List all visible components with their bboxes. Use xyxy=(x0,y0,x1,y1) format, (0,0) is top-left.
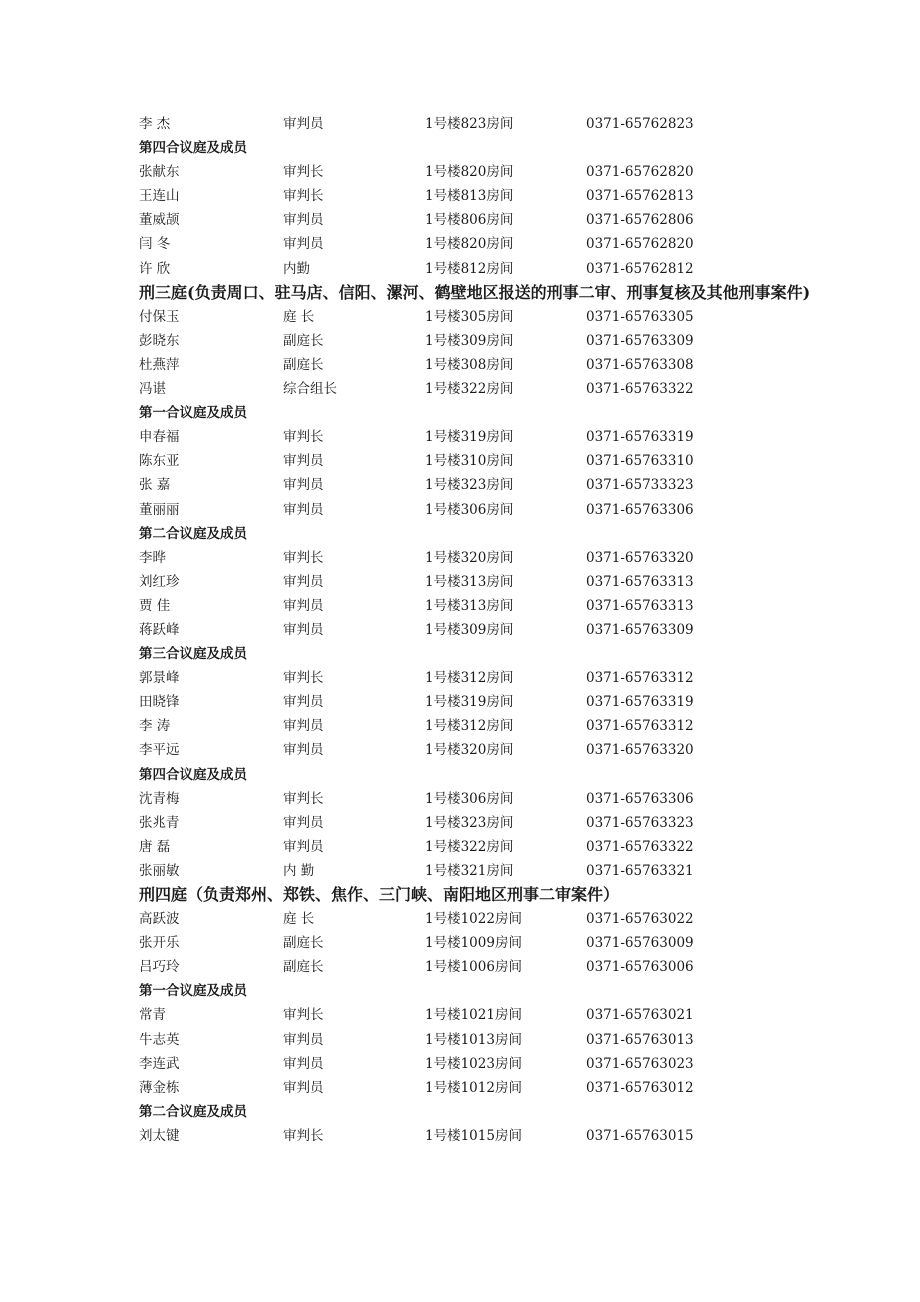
panel-heading: 第四合议庭及成员 xyxy=(139,140,247,157)
staff-row xyxy=(139,738,819,762)
staff-row xyxy=(139,498,819,522)
staff-phone: 0371-65763306 xyxy=(586,501,694,518)
staff-room: 1号楼321房间 xyxy=(425,862,514,879)
staff-name: 张开乐 xyxy=(139,935,180,952)
staff-room: 1号楼1022房间 xyxy=(425,911,522,928)
staff-row xyxy=(139,931,819,955)
staff-row xyxy=(139,425,819,449)
staff-room: 1号楼1023房间 xyxy=(425,1055,522,1072)
staff-phone: 0371-65763012 xyxy=(586,1079,694,1096)
staff-phone: 0371-65763015 xyxy=(586,1127,694,1144)
panel-heading: 第二合议庭及成员 xyxy=(139,525,247,542)
staff-room: 1号楼312房间 xyxy=(425,718,514,735)
staff-name: 陈东亚 xyxy=(139,453,180,470)
staff-name: 李平远 xyxy=(139,742,180,759)
staff-phone: 0371-65763023 xyxy=(586,1055,694,1072)
staff-room: 1号楼322房间 xyxy=(425,381,514,398)
division-heading: 刑三庭(负责周口、驻马店、信阳、漯河、鹤壁地区报送的刑事二审、刑事复核及其他刑事案件) xyxy=(139,282,811,302)
staff-title: 审判长 xyxy=(283,790,324,807)
staff-title: 审判员 xyxy=(283,501,324,518)
panel-heading: 第二合议庭及成员 xyxy=(139,1103,247,1120)
staff-title: 审判员 xyxy=(283,742,324,759)
staff-name: 沈青梅 xyxy=(139,790,180,807)
staff-title: 审判长 xyxy=(283,188,324,205)
staff-name: 闫 冬 xyxy=(139,236,171,253)
staff-room: 1号楼806房间 xyxy=(425,212,514,229)
staff-row xyxy=(139,907,819,931)
staff-title: 审判员 xyxy=(283,597,324,614)
staff-phone: 0371-65763305 xyxy=(586,308,694,325)
staff-room: 1号楼319房间 xyxy=(425,429,514,446)
staff-room: 1号楼305房间 xyxy=(425,308,514,325)
staff-room: 1号楼310房间 xyxy=(425,453,514,470)
staff-title: 副庭长 xyxy=(283,356,324,373)
staff-phone: 0371-65763022 xyxy=(586,911,694,928)
staff-row xyxy=(139,955,819,979)
panel-heading: 第一合议庭及成员 xyxy=(139,405,247,422)
staff-phone: 0371-65763320 xyxy=(586,742,694,759)
staff-phone: 0371-65763319 xyxy=(586,429,694,446)
staff-title: 审判员 xyxy=(283,621,324,638)
staff-row xyxy=(139,546,819,570)
staff-title: 审判员 xyxy=(283,1031,324,1048)
staff-room: 1号楼1006房间 xyxy=(425,959,522,976)
staff-row xyxy=(139,618,819,642)
staff-phone: 0371-65763312 xyxy=(586,670,694,687)
staff-room: 1号楼306房间 xyxy=(425,790,514,807)
staff-phone: 0371-65763319 xyxy=(586,694,694,711)
staff-room: 1号楼820房间 xyxy=(425,236,514,253)
staff-row xyxy=(139,112,819,136)
staff-row xyxy=(139,787,819,811)
staff-name: 李晔 xyxy=(139,549,166,566)
staff-name: 吕巧玲 xyxy=(139,959,180,976)
staff-row xyxy=(139,329,819,353)
staff-title: 庭 长 xyxy=(283,308,315,325)
staff-row xyxy=(139,714,819,738)
staff-title: 副庭长 xyxy=(283,959,324,976)
staff-title: 审判员 xyxy=(283,1079,324,1096)
staff-name: 郭景峰 xyxy=(139,670,180,687)
staff-name: 申春福 xyxy=(139,429,180,446)
staff-phone: 0371-65762820 xyxy=(586,236,694,253)
staff-title: 审判长 xyxy=(283,670,324,687)
staff-room: 1号楼309房间 xyxy=(425,621,514,638)
staff-row xyxy=(139,184,819,208)
staff-title: 副庭长 xyxy=(283,935,324,952)
staff-title: 内 勤 xyxy=(283,862,315,879)
staff-title: 审判员 xyxy=(283,477,324,494)
staff-row xyxy=(139,594,819,618)
staff-room: 1号楼823房间 xyxy=(425,116,514,132)
staff-phone: 0371-65763006 xyxy=(586,959,694,976)
staff-room: 1号楼820房间 xyxy=(425,164,514,181)
staff-row xyxy=(139,1076,819,1100)
staff-phone: 0371-65763323 xyxy=(586,814,694,831)
staff-room: 1号楼320房间 xyxy=(425,742,514,759)
staff-title: 审判长 xyxy=(283,549,324,566)
staff-room: 1号楼312房间 xyxy=(425,670,514,687)
staff-phone: 0371-65763021 xyxy=(586,1007,694,1024)
staff-row xyxy=(139,473,819,497)
staff-row xyxy=(139,449,819,473)
staff-room: 1号楼323房间 xyxy=(425,814,514,831)
staff-title: 审判员 xyxy=(283,573,324,590)
staff-room: 1号楼323房间 xyxy=(425,477,514,494)
staff-row xyxy=(139,859,819,883)
staff-title: 审判员 xyxy=(283,694,324,711)
court-directory xyxy=(139,112,819,1148)
staff-title: 审判员 xyxy=(283,814,324,831)
staff-name: 高跃波 xyxy=(139,911,180,928)
staff-name: 杜燕萍 xyxy=(139,356,180,373)
staff-row xyxy=(139,835,819,859)
staff-row xyxy=(139,811,819,835)
staff-room: 1号楼1012房间 xyxy=(425,1079,522,1096)
staff-name: 李 涛 xyxy=(139,718,171,735)
staff-row xyxy=(139,160,819,184)
staff-phone: 0371-65763321 xyxy=(586,862,694,879)
staff-name: 彭晓东 xyxy=(139,332,180,349)
staff-row xyxy=(139,1028,819,1052)
staff-phone: 0371-65762813 xyxy=(586,188,694,205)
staff-name: 董威颉 xyxy=(139,212,180,229)
staff-phone: 0371-65763320 xyxy=(586,549,694,566)
staff-row xyxy=(139,232,819,256)
staff-phone: 0371-65762806 xyxy=(586,212,694,229)
staff-name: 王连山 xyxy=(139,188,180,205)
staff-phone: 0371-65762812 xyxy=(586,260,694,277)
staff-phone: 0371-65763309 xyxy=(586,621,694,638)
staff-phone: 0371-65763313 xyxy=(586,573,694,590)
staff-phone: 0371-65763009 xyxy=(586,935,694,952)
staff-name: 唐 磊 xyxy=(139,838,171,855)
staff-room: 1号楼1021房间 xyxy=(425,1007,522,1024)
staff-row xyxy=(139,305,819,329)
staff-name: 张献东 xyxy=(139,164,180,181)
staff-title: 审判长 xyxy=(283,1127,324,1144)
staff-name: 付保玉 xyxy=(139,308,180,325)
staff-name: 张兆青 xyxy=(139,814,180,831)
staff-title: 庭 长 xyxy=(283,911,315,928)
staff-title: 审判长 xyxy=(283,164,324,181)
staff-title: 审判员 xyxy=(283,453,324,470)
staff-row xyxy=(139,208,819,232)
staff-name: 常青 xyxy=(139,1007,166,1024)
staff-name: 贾 佳 xyxy=(139,597,171,614)
staff-row xyxy=(139,570,819,594)
staff-name: 牛志英 xyxy=(139,1031,180,1048)
staff-phone: 0371-65763322 xyxy=(586,381,694,398)
staff-name: 冯谌 xyxy=(139,381,166,398)
staff-row xyxy=(139,666,819,690)
staff-title: 审判员 xyxy=(283,718,324,735)
staff-title: 审判长 xyxy=(283,1007,324,1024)
staff-name: 刘红珍 xyxy=(139,573,180,590)
division-heading: 刑四庭（负责郑州、郑铁、焦作、三门峡、南阳地区刑事二审案件） xyxy=(139,885,620,904)
staff-name: 薄金栋 xyxy=(139,1079,180,1096)
staff-phone: 0371-65733323 xyxy=(586,477,694,494)
staff-title: 审判长 xyxy=(283,429,324,446)
staff-name: 刘太键 xyxy=(139,1127,180,1144)
staff-title: 审判员 xyxy=(283,1055,324,1072)
panel-heading: 第四合议庭及成员 xyxy=(139,766,247,783)
staff-phone: 0371-65763313 xyxy=(586,597,694,614)
staff-row xyxy=(139,377,819,401)
staff-room: 1号楼308房间 xyxy=(425,356,514,373)
staff-row xyxy=(139,690,819,714)
staff-room: 1号楼1015房间 xyxy=(425,1127,522,1144)
staff-phone: 0371-65763013 xyxy=(586,1031,694,1048)
staff-phone: 0371-65763309 xyxy=(586,332,694,349)
staff-name: 李连武 xyxy=(139,1055,180,1072)
staff-phone: 0371-65763322 xyxy=(586,838,694,855)
staff-room: 1号楼319房间 xyxy=(425,694,514,711)
staff-room: 1号楼322房间 xyxy=(425,838,514,855)
staff-room: 1号楼813房间 xyxy=(425,188,514,205)
staff-name: 董丽丽 xyxy=(139,501,180,518)
staff-name: 张丽敏 xyxy=(139,862,180,879)
staff-title: 副庭长 xyxy=(283,332,324,349)
staff-room: 1号楼320房间 xyxy=(425,549,514,566)
staff-name: 田晓锋 xyxy=(139,694,180,711)
panel-heading: 第三合议庭及成员 xyxy=(139,646,247,663)
staff-name: 李 杰 xyxy=(139,116,171,132)
staff-name: 蒋跃峰 xyxy=(139,621,180,638)
staff-room: 1号楼1009房间 xyxy=(425,935,522,952)
staff-name: 许 欣 xyxy=(139,260,171,277)
staff-phone: 0371-65762820 xyxy=(586,164,694,181)
staff-row xyxy=(139,1003,819,1027)
staff-title: 审判员 xyxy=(283,838,324,855)
staff-room: 1号楼313房间 xyxy=(425,597,514,614)
staff-room: 1号楼306房间 xyxy=(425,501,514,518)
staff-phone: 0371-65763312 xyxy=(586,718,694,735)
staff-title: 审判员 xyxy=(283,236,324,253)
panel-heading: 第一合议庭及成员 xyxy=(139,983,247,1000)
staff-phone: 0371-65763310 xyxy=(586,453,694,470)
staff-phone: 0371-65762823 xyxy=(586,116,694,132)
staff-room: 1号楼1013房间 xyxy=(425,1031,522,1048)
staff-title: 审判员 xyxy=(283,212,324,229)
staff-title: 综合组长 xyxy=(283,381,337,398)
staff-room: 1号楼812房间 xyxy=(425,260,514,277)
staff-row xyxy=(139,1052,819,1076)
staff-room: 1号楼309房间 xyxy=(425,332,514,349)
staff-row xyxy=(139,257,819,281)
staff-room: 1号楼313房间 xyxy=(425,573,514,590)
staff-phone: 0371-65763308 xyxy=(586,356,694,373)
staff-row xyxy=(139,1124,819,1148)
staff-title: 内勤 xyxy=(283,260,310,277)
staff-phone: 0371-65763306 xyxy=(586,790,694,807)
staff-title: 审判员 xyxy=(283,116,324,132)
staff-name: 张 嘉 xyxy=(139,477,171,494)
staff-row xyxy=(139,353,819,377)
